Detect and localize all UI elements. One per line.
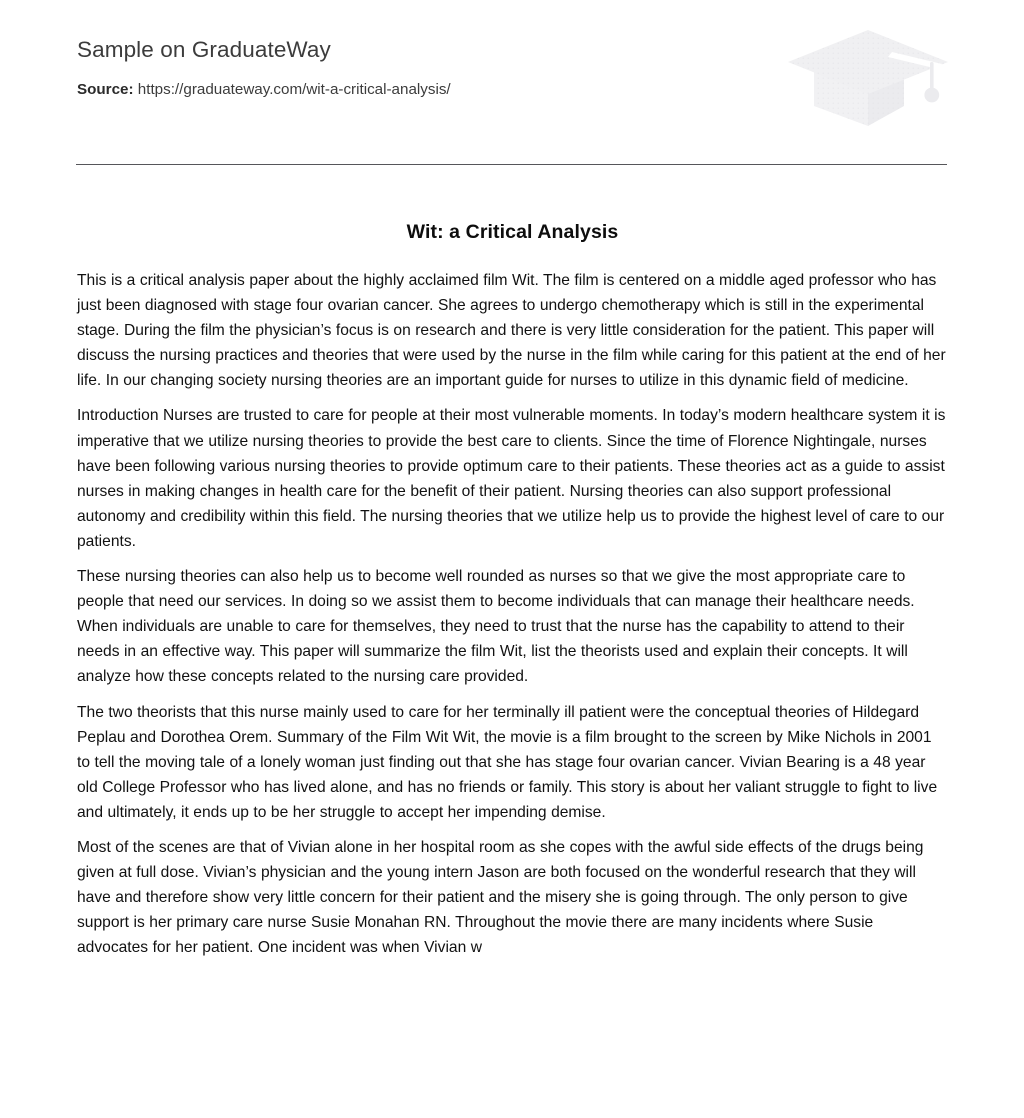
- source-url[interactable]: https://graduateway.com/wit-a-critical-analysis/: [137, 81, 451, 98]
- page-title: Sample on GraduateWay: [77, 37, 331, 62]
- paragraph: This is a critical analysis paper about the highly acclaimed film Wit. The film is centered on a middle aged professor who has just been diagnosed with stage four ovarian cancer. She agrees to undergo chemotherapy which is still in the experimental stage. During the film the physician’s focus is on research and there is very little consideration for the patient. This paper will discuss the nursing practices and theories that were used by the nurse in the film while caring for this patient at the end of her life. In our changing society nursing theories are an important guide for nurses to utilize in this dynamic field of medicine.: [77, 272, 946, 390]
- article-body: [77, 268, 948, 960]
- paragraph: Most of the scenes are that of Vivian alone in her hospital room as she copes with the awful side effects of the drugs being given at full dose. Vivian’s physician and the young intern Jason are both focused on the wonderful research that they will have and therefore show very little concern for their patient and the misery she is going through. The only person to give support is her primary care nurse Susie Monahan RN. Throughout the movie there are many incidents where Susie advocates for her patient. One incident was when Vivian w: [77, 838, 924, 957]
- document-title: Wit: a Critical Analysis: [406, 221, 619, 244]
- paragraph: These nursing theories can also help us to become well rounded as nurses so that we give the most appropriate care to people that need our services. In doing so we assist them to become individuals that can manage their healthcare needs. When individuals are unable to care for themselves, they need to trust that the nurse has the capability to attend to their needs in an effective way. This paper will summarize the film Wit, list the theorists used and explain their concepts. It will analyze how these concepts related to the nursing care provided.: [77, 568, 915, 686]
- header-divider: [76, 164, 947, 165]
- paragraph: Introduction Nurses are trusted to care for people at their most vulnerable moments. In today’s modern healthcare system it is imperative that we utilize nursing theories to provide the best care to clients. Since the time of Florence Nightingale, nurses have been following various nursing theories to provide optimum care to their patients. These theories act as a guide to assist nurses in making changes in health care for the benefit of their patient. Nursing theories can also support professional autonomy and credibility within this field. The nursing theories that we utilize help us to provide the highest level of care to our patients.: [77, 407, 946, 550]
- source-line: [77, 80, 777, 100]
- graduation-cap-icon: [782, 22, 952, 134]
- site-header: [77, 36, 777, 100]
- source-label: Source:: [77, 81, 134, 98]
- paragraph: The two theorists that this nurse mainly used to care for her terminally ill patient were the conceptual theories of Hildegard Peplau and Dorothea Orem. Summary of the Film Wit Wit, the movie is a film brought to the screen by Mike Nichols in 2001 to tell the moving tale of a lonely woman just finding out that she has stage four ovarian cancer. Vivian Bearing is a 48 year old College Professor who has lived alone, and has no friends or family. This story is about her valiant struggle to fight to live and ultimately, it ends up to be her struggle to accept her impending demise.: [77, 703, 938, 821]
